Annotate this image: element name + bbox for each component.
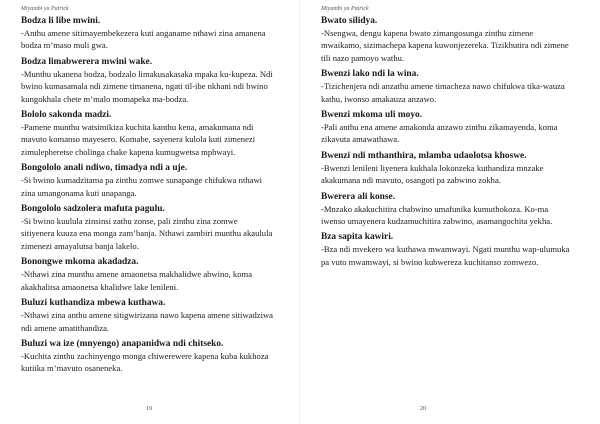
running-head: Miyambi ya Patrick [21,6,69,12]
proverb-meaning: -Mnzako akakuchitira chabwino umafunika kumuthokoza. Ko-ma iwenso umayenera kudzamuchitira zabwino, asamangochita yekha. [321,203,553,227]
proverb-meaning: -Kuchita zinthu zachinyengo monga chiwerewere kapena kuba kukhoza kutiika m’mavuto osaneneka. [21,350,269,374]
proverb-entry [21,56,273,105]
proverb-meaning: -Pamene munthu watsimikiza kuchita kanthu kena, amakumana ndi mavuto komanso mayesero. Komabe, sayenera kulola kuti zimenezi zimulepheretse cholinga chake kapena kumugwetsa mphwayi. [21,122,256,157]
proverb-title: Buluzi kuthandiza mbewa kuthawa. [21,298,166,309]
proverb-list [321,15,573,272]
proverb-title: Bwato silidya. [321,16,378,26]
running-head: Miyambi ya Patrick [321,6,369,12]
proverb-meaning: -Si bwino kumadzitama pa zinthu zomwe sunapange chifukwa nthawi zina umangonama kuti unapanga. [21,175,263,198]
proverb-meaning: -Munthu ukanena bodza, bodzalo limakusakasaka mpaka ku-kupeza. Ndi bwino kumasamala ndi zimene timanena, ngati til-ibe nkhani ndi bwino kungokhala chete m’malo momapeka ma-bodza. [21,68,273,104]
proverb-meaning: -Nthawi zina munthu amene amaonetsa makhalidwe abwino, koma akakhalitsa amaonetsa khalidwe lake lenileni. [21,269,253,292]
proverb-title: Bongololo anali ndiwo, timadya ndi a uje. [21,163,188,174]
proverb-title: Bodza limabwerera mwini wake. [21,56,153,67]
proverb-title: Bza sapita kawiri. [321,232,394,243]
proverb-title: Bwenzi mkoma uli moyo. [321,110,423,121]
proverb-title: Bwenzi lako ndi la wina. [321,69,419,80]
proverb-title: Buluzi wa ize (mnyengo) anapanidwa ndi chitseko. [21,338,224,349]
proverb-title: Bololo sakonda madzi. [21,110,112,121]
proverb-meaning: -Bwenzi lenileni liyenera kukhala lokonzeka kuthandiza mnzake akakumana ndi mavuto, osangoti pa zabwino zokha. [321,162,544,186]
page-number: 19 [146,406,152,412]
proverb-entry [21,15,273,52]
proverb-entry [21,109,273,158]
proverb-entry [21,338,273,375]
proverb-entry [321,109,573,146]
proverb-meaning: -Nsengwa, dengu kapena bwato zimangosunga zinthu zimene mwaikamo, sizimachepa kapena kuwonjezereka. Tizikhutira ndi zimene tili nazo pamoyo wathu. [321,28,569,63]
proverb-entry [321,231,573,268]
proverb-entry [21,203,273,252]
proverb-meaning: -Anthu amene sitimayembekezera kuti anganame nthawi zina amanena bodza m’maso muli gwa. [21,28,266,51]
proverb-title: Bonongwe mkoma akadadza. [21,257,139,268]
proverb-entry [321,68,573,105]
proverb-entry [21,256,273,293]
proverb-entry [21,297,273,334]
proverb-entry [21,162,273,199]
proverb-meaning: -Pali anthu ena amene amakonda anzawo zinthu zikamayenda, koma zikavuta amawathawa. [321,122,558,145]
proverb-entry [321,150,573,187]
proverb-title: Bongololo sadzolera mafuta pagulu. [21,204,165,215]
proverb-meaning: -Si bwino kuulula zinsinsi zathu zonse, pali zinthu zina zomwe sitiyenera kuuza ena monga zam’banja. Nthawi zambiri munthu akaulula zimenezi amayalutsa banja lakelo. [21,216,273,251]
proverb-entry [321,191,573,228]
proverb-meaning: -Tizichenjera ndi anzathu amene timacheza nawo chifukwa tika-wauza kathu, iwonso amakauza anzawo. [321,81,565,104]
left-page [0,0,273,424]
proverb-list [21,15,273,379]
proverb-entry [321,15,573,64]
proverb-meaning: -Bza ndi mvekero wa kuthawa mwamwayi. Ngati munthu wap-ulumuka pa vuto mwamwayi, si bwino kubwereza kuchitanso zomwezo. [321,244,570,267]
page-number: 20 [420,406,426,412]
proverb-title: Bodza li libe mwini. [21,16,101,26]
proverb-title: Bwerera ali konse. [321,191,396,202]
right-page [300,0,570,424]
proverb-meaning: -Nthawi zina anthu amene sitigwirizana nawo kapena amene sitiwadziwa ndi amene amatithandiza. [21,310,273,333]
proverb-title: Bwenzi ndi mthanthira, mlamba udaolotsa khoswe. [321,150,527,161]
